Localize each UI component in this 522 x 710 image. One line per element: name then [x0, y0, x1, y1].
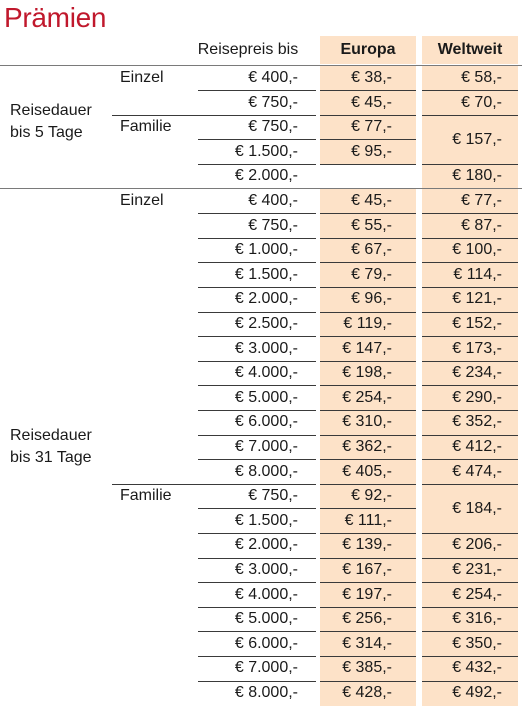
section-label-familie: Familie	[120, 118, 172, 136]
row-weltweit: € 350,-	[452, 634, 502, 652]
row-price: € 2.000,-	[234, 290, 298, 308]
row-weltweit: € 114,-	[453, 265, 502, 283]
row-price: € 8.000,-	[234, 462, 298, 480]
row-weltweit: € 100,-	[452, 241, 502, 259]
row-weltweit: € 206,-	[452, 536, 502, 554]
row-price: € 7.000,-	[234, 438, 298, 455]
row-price: € 1.500,-	[234, 142, 298, 160]
row-weltweit: € 152,-	[452, 315, 502, 332]
row-weltweit: € 231,-	[452, 561, 502, 578]
row-europa: € 55,-	[351, 216, 392, 234]
group-label-line2: bis 5 Tage	[10, 124, 83, 141]
row-price: € 5.000,-	[234, 388, 298, 406]
row-price: € 2.000,-	[234, 167, 298, 185]
row-price: € 750,-	[248, 216, 298, 234]
row-europa: € 197,-	[342, 585, 392, 603]
row-price: € 8.000,-	[234, 684, 298, 701]
row-europa: € 256,-	[342, 610, 392, 628]
row-europa: € 385,-	[342, 659, 392, 677]
row-weltweit: € 234,-	[452, 364, 502, 382]
row-europa: € 95,-	[351, 142, 392, 160]
row-price: € 400,-	[248, 192, 298, 209]
row-weltweit: € 70,-	[461, 93, 502, 111]
row-europa: € 77,-	[351, 118, 392, 136]
row-weltweit: € 412,-	[452, 438, 502, 455]
row-europa: € 111,-	[344, 511, 392, 529]
group-label-line2: bis 31 Tage	[10, 449, 92, 466]
group-label-line1: Reisedauer	[10, 427, 92, 444]
row-weltweit: € 254,-	[452, 585, 502, 603]
row-europa: € 139,-	[342, 536, 392, 554]
section-divider	[112, 115, 198, 116]
row-price: € 7.000,-	[234, 659, 298, 677]
merged-weltweit-value: € 157,-	[452, 130, 502, 148]
row-europa: € 428,-	[342, 684, 392, 701]
row-price: € 4.000,-	[234, 585, 298, 603]
header-price: Reisepreis bis	[197, 41, 299, 58]
row-price: € 750,-	[248, 487, 298, 505]
row-europa: € 314,-	[342, 634, 392, 652]
row-europa: € 45,-	[351, 192, 392, 209]
row-weltweit: € 87,-	[461, 216, 502, 234]
section-label-familie: Familie	[120, 487, 172, 505]
row-weltweit: € 492,-	[452, 684, 502, 701]
row-europa: € 96,-	[351, 290, 392, 308]
row-price: € 6.000,-	[234, 413, 298, 431]
row-price: € 2.000,-	[234, 536, 298, 554]
row-europa: € 147,-	[342, 339, 392, 357]
section-label-einzel: Einzel	[120, 192, 164, 209]
row-europa: € 405,-	[342, 462, 392, 480]
row-weltweit: € 77,-	[461, 192, 502, 209]
row-price: € 1.500,-	[234, 511, 298, 529]
row-weltweit: € 316,-	[452, 610, 502, 628]
row-price: € 4.000,-	[234, 364, 298, 382]
row-price: € 750,-	[248, 93, 298, 111]
row-weltweit: € 432,-	[452, 659, 502, 677]
row-price: € 6.000,-	[234, 634, 298, 652]
row-europa: € 79,-	[351, 265, 392, 283]
row-price: € 750,-	[248, 118, 298, 136]
row-price: € 1.500,-	[234, 265, 298, 283]
row-divider	[422, 115, 518, 116]
row-price: € 3.000,-	[234, 339, 298, 357]
row-europa: € 254,-	[342, 388, 392, 406]
row-europa: € 198,-	[342, 364, 392, 382]
row-weltweit: € 180,-	[452, 167, 502, 185]
table-header	[0, 36, 522, 64]
row-weltweit: € 173,-	[452, 339, 502, 357]
row-weltweit: € 58,-	[461, 69, 502, 86]
group-label-line1: Reisedauer	[10, 102, 92, 119]
row-europa: € 119,-	[343, 315, 392, 332]
row-europa: € 67,-	[351, 241, 392, 259]
row-price: € 2.500,-	[234, 315, 298, 332]
row-weltweit: € 121,-	[452, 290, 502, 308]
row-price: € 3.000,-	[234, 561, 298, 578]
header-europa: Europa	[320, 36, 416, 64]
row-weltweit: € 474,-	[452, 462, 502, 480]
row-price: € 1.000,-	[234, 241, 298, 259]
row-europa: € 38,-	[351, 69, 392, 86]
row-europa	[322, 164, 392, 188]
page-title: Prämien	[4, 2, 107, 33]
row-europa: € 362,-	[342, 438, 392, 455]
row-europa: € 167,-	[342, 561, 392, 578]
section-divider	[112, 484, 198, 485]
row-weltweit: € 290,-	[452, 388, 502, 406]
row-europa: € 45,-	[351, 93, 392, 111]
row-europa: € 310,-	[342, 413, 392, 431]
row-divider	[422, 484, 518, 485]
row-weltweit: € 352,-	[452, 413, 502, 431]
header-weltweit: Weltweit	[422, 36, 518, 64]
merged-weltweit-value: € 184,-	[452, 499, 502, 517]
row-price: € 5.000,-	[234, 610, 298, 628]
row-europa: € 92,-	[351, 487, 392, 505]
row-price: € 400,-	[248, 69, 298, 86]
section-label-einzel: Einzel	[120, 69, 164, 86]
